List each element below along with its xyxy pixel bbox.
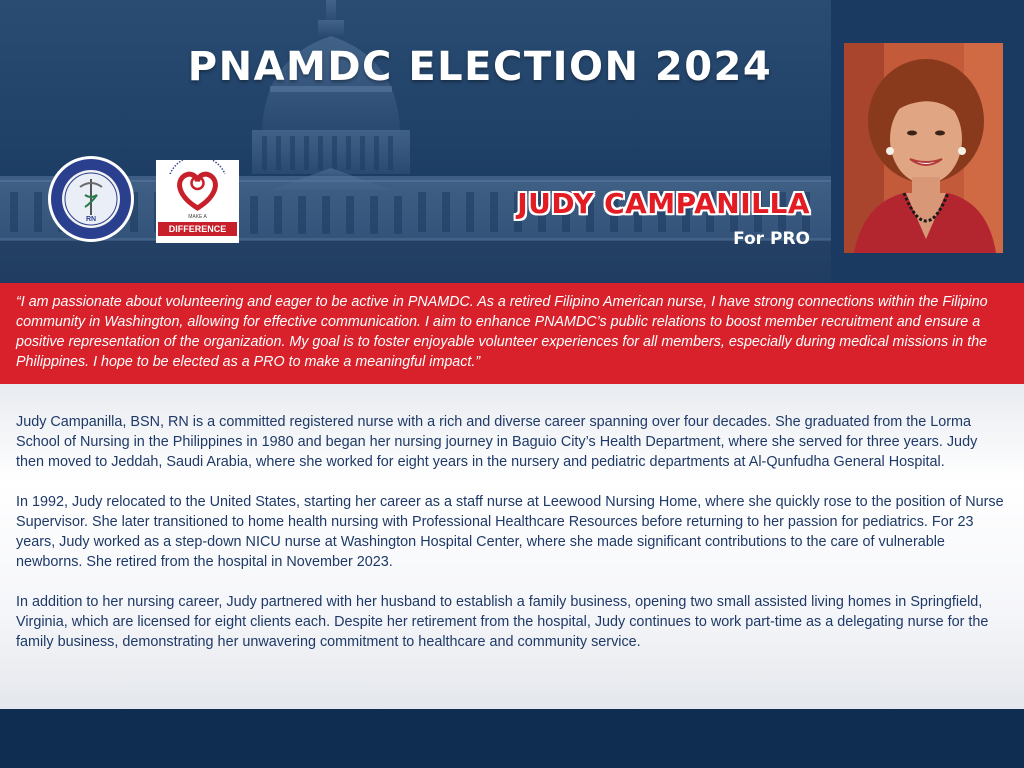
bio-paragraph-2: In 1992, Judy relocated to the United States, starting her career as a staff nurse at Leewood Nursing Home, where she quickly rose to the position of Nurse Supervisor. She later transitioned to home health nursing with Professional Healthcare Resources before returning to her passion for pediatrics. For 23 years, Judy worked as a step-down NICU nurse at Washington Hospital Center, where she made significant contributions to the care of vulnerable newborns. She retired from the hospital in November 2023. bbox=[16, 494, 1004, 570]
election-title: PNAMDC ELECTION 2024 bbox=[187, 44, 773, 90]
association-seal-logo bbox=[47, 155, 135, 243]
difference-label: DIFFERENCE bbox=[158, 222, 237, 236]
candidate-quote-band bbox=[0, 283, 1024, 384]
heart-hands-icon bbox=[156, 160, 239, 216]
make-a-text: MAKE A bbox=[188, 214, 207, 220]
candidate-role: For PRO bbox=[733, 229, 810, 249]
bio-paragraph-1: Judy Campanilla, BSN, RN is a committed registered nurse with a rich and diverse career spanning over four decades. She graduated from the Lorma School of Nursing in the Philippines in 1980 and began her nursing journey in Baguio City’s Health Department, where she served for three years. Judy then moved to Jeddah, Saudi Arabia, where she worked for eight years in the nursery and pediatric departments at Al-Qunfudha General Hospital. bbox=[16, 414, 978, 470]
bio-paragraph-3: In addition to her nursing career, Judy partnered with her husband to establish a family business, opening two small assisted living homes in Springfield, Virginia, which are licensed for eight clients each. Despite her retirement from the hospital, Judy continues to work part-time as a delegating nurse for the family business, demonstrating her unwavering commitment to healthcare and community service. bbox=[16, 594, 989, 650]
header-banner bbox=[0, 0, 1024, 283]
candidate-portrait bbox=[844, 43, 1003, 253]
seal-rn-text: RN bbox=[85, 216, 97, 223]
candidate-bio bbox=[0, 384, 1024, 709]
make-a-difference-logo bbox=[156, 160, 239, 243]
candidate-quote: “I am passionate about volunteering and eager to be active in PNAMDC. As a retired Filipino American nurse, I have strong connections within the Filipino community in Washington, allowing for effective communication. I aim to enhance PNAMDC’s public relations to boost member recruitment and ensure a positive representation of the organization. My goal is to foster enjoyable volunteer experiences for all members, especially during medical missions in the Philippines. I hope to be elected as a PRO to make a meaningful impact.” bbox=[16, 294, 988, 370]
footer-bar bbox=[0, 709, 1024, 768]
candidate-name: JUDY CAMPANILLA bbox=[517, 187, 810, 220]
